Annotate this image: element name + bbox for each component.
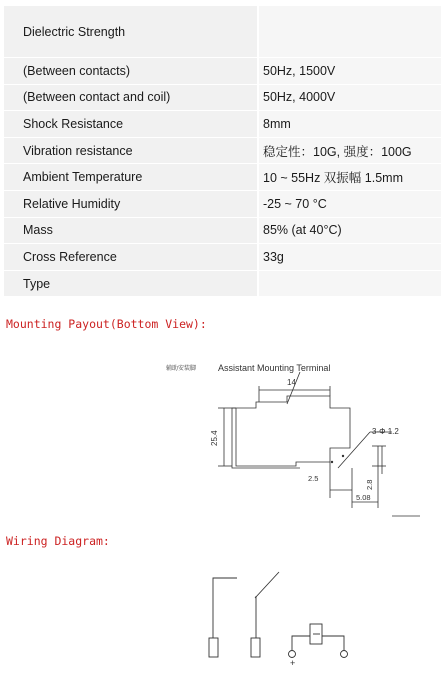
wiring-diagram	[0, 560, 446, 684]
spec-row	[4, 271, 441, 298]
contact-terminal	[209, 638, 218, 657]
spec-label: Vibration resistance	[23, 143, 133, 158]
dim-height: 25.4	[210, 430, 219, 446]
spec-label: Shock Resistance	[23, 116, 124, 131]
spec-label: Dielectric Strength	[23, 25, 126, 39]
spec-value: 50Hz, 1500V	[263, 63, 336, 78]
plus-sign: +	[290, 658, 296, 668]
spec-row	[4, 191, 441, 218]
spec-value: -25 ~ 70 °C	[263, 196, 327, 211]
spec-value: 33g	[263, 249, 284, 264]
spec-label: Mass	[23, 223, 53, 238]
spec-value: 10 ~ 55Hz 双振幅 1.5mm	[263, 171, 403, 186]
mounting-heading: Mounting Payout(Bottom View):	[6, 317, 207, 331]
spec-row	[4, 164, 441, 191]
dim-2-8: 2.8	[365, 479, 374, 490]
spec-table	[4, 6, 441, 297]
spec-label: Type	[23, 276, 51, 291]
dim-5-08: 5.08	[356, 493, 371, 502]
switch-arm	[255, 572, 279, 598]
contact-wire	[213, 578, 237, 638]
coil-terminal	[289, 651, 296, 658]
spec-value: 稳定性：10G, 强度：100G	[263, 144, 412, 159]
terminal-label-cn: 辅助安装脚	[166, 366, 197, 372]
contact-terminal	[251, 638, 260, 657]
spec-value: 50Hz, 4000V	[263, 90, 336, 105]
spec-label: (Between contact and coil)	[23, 90, 171, 105]
spec-label: Ambient Temperature	[23, 170, 143, 185]
spec-row	[4, 218, 441, 245]
terminal-label-en: Assistant Mounting Terminal	[218, 363, 331, 373]
spec-row	[4, 138, 441, 165]
dim-holes: 3-Φ 1.2	[372, 427, 399, 436]
spec-value: 85% (at 40°C)	[263, 223, 342, 238]
spec-row	[4, 244, 441, 271]
spec-label: Cross Reference	[23, 249, 117, 264]
coil-terminal	[341, 651, 348, 658]
pin-hole	[331, 461, 333, 463]
spec-row	[4, 111, 441, 138]
spec-label: (Between contacts)	[23, 63, 130, 78]
spec-row	[4, 58, 441, 85]
wiring-heading: Wiring Diagram:	[6, 534, 110, 548]
spec-label: Relative Humidity	[23, 196, 121, 211]
spec-value: 8mm	[263, 116, 291, 131]
mounting-diagram	[0, 350, 446, 530]
pin-hole	[342, 455, 344, 457]
spec-row	[4, 85, 441, 112]
dim-width: 14	[287, 378, 296, 387]
spec-row	[4, 6, 441, 58]
dim-2-5: 2.5	[308, 474, 319, 483]
